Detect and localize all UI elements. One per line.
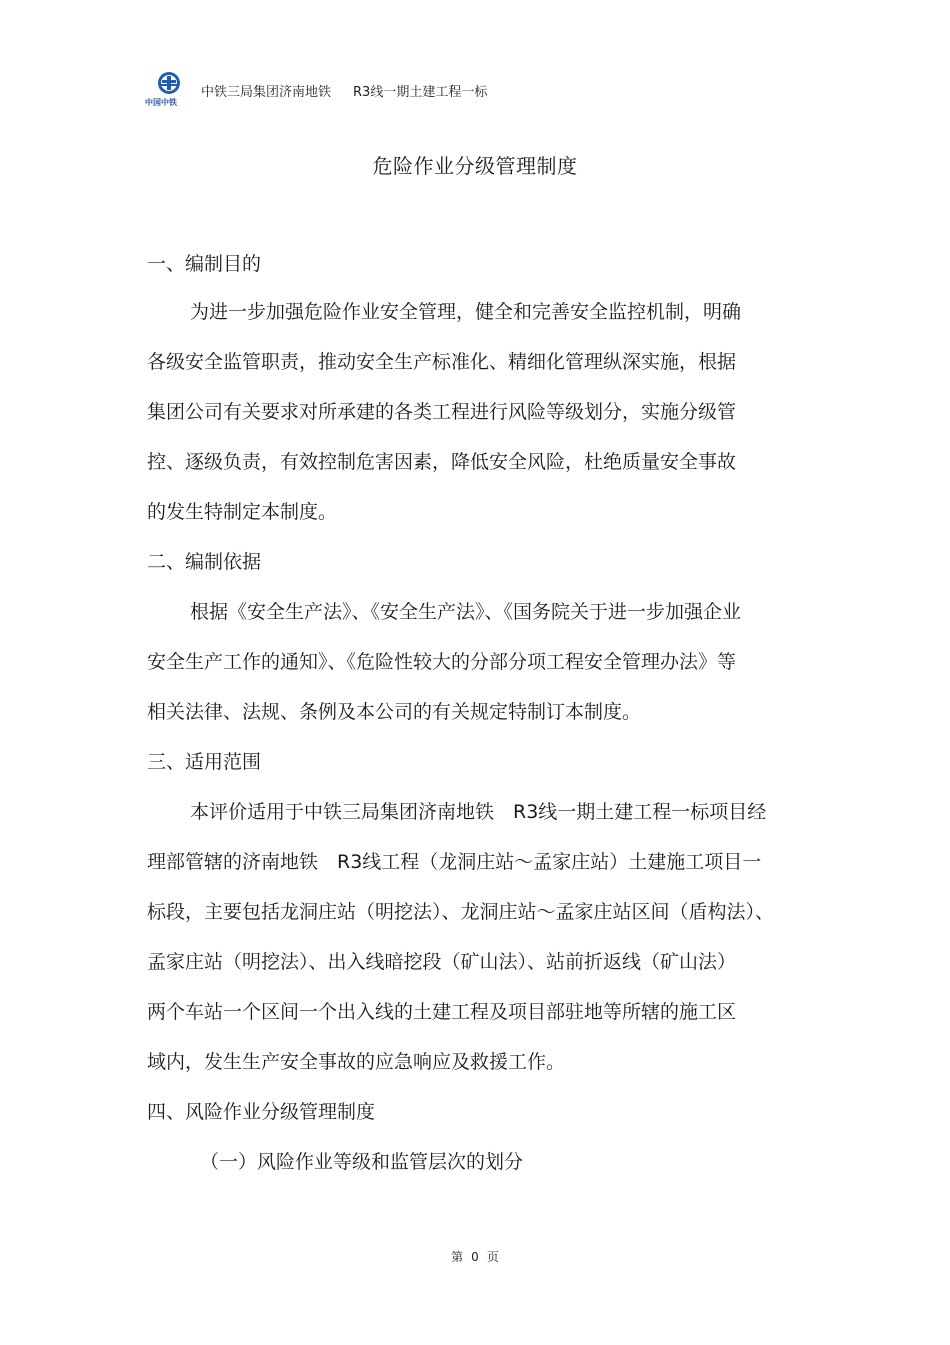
- paragraph-line: 域内，发生生产安全事故的应急响应及救援工作。: [147, 1051, 566, 1073]
- section-heading-2: 二、编制依据: [147, 551, 262, 573]
- paragraph-line: 本评价适用于中铁三局集团济南地铁 R3线一期土建工程一标项目经: [190, 801, 767, 823]
- section-heading-3: 三、适用范围: [147, 751, 262, 773]
- section-heading-1: 一、编制目的: [147, 253, 262, 275]
- paragraph-line: 的发生特制定本制度。: [147, 501, 338, 523]
- paragraph-line: 孟家庄站（明挖法）、出入线暗挖段（矿山法）、站前折返线（矿山法）: [147, 951, 737, 973]
- paragraph-line: 理部管辖的济南地铁 R3线工程（龙洞庄站～孟家庄站）土建施工项目一: [147, 851, 762, 873]
- page-header: [147, 70, 487, 110]
- header-company: 中铁三局集团济南地铁: [201, 84, 332, 100]
- header-project: R3线一期土建工程一标: [353, 84, 488, 100]
- paragraph-line: 根据《安全生产法》、《安全生产法》、《国务院关于进一步加强企业: [190, 601, 742, 623]
- paragraph-line: 两个车站一个区间一个出入线的土建工程及项目部驻地等所辖的施工区: [147, 1001, 737, 1023]
- paragraph-line: 安全生产工作的通知》、《危险性较大的分部分项工程安全管理办法》等: [147, 651, 737, 673]
- paragraph-line: 标段，主要包括龙洞庄站（明挖法）、龙洞庄站～孟家庄站区间（盾构法）、: [147, 901, 775, 923]
- paragraph-line: 各级安全监管职责，推动安全生产标准化、精细化管理纵深实施，根据: [147, 351, 737, 373]
- page-number: 0: [471, 1250, 479, 1264]
- paragraph-line: 为进一步加强危险作业安全管理，健全和完善安全监控机制，明确: [190, 301, 742, 323]
- footer-prefix: 第: [451, 1250, 464, 1264]
- crcc-logo-icon: [147, 70, 193, 98]
- logo-text: 中国中铁: [145, 98, 177, 107]
- paragraph-line: 相关法律、法规、条例及本公司的有关规定特制订本制度。: [147, 701, 642, 723]
- company-logo: [147, 70, 193, 110]
- document-title: 危险作业分级管理制度: [372, 154, 578, 178]
- paragraph-line: 控、逐级负责，有效控制危害因素，降低安全风险，杜绝质量安全事故: [147, 451, 737, 473]
- footer-suffix: 页: [486, 1250, 499, 1264]
- page-footer: [0, 1248, 950, 1265]
- subsection-heading: （一）风险作业等级和监管层次的划分: [200, 1151, 524, 1173]
- section-heading-4: 四、风险作业分级管理制度: [147, 1101, 376, 1123]
- paragraph-line: 集团公司有关要求对所承建的各类工程进行风险等级划分，实施分级管: [147, 401, 737, 423]
